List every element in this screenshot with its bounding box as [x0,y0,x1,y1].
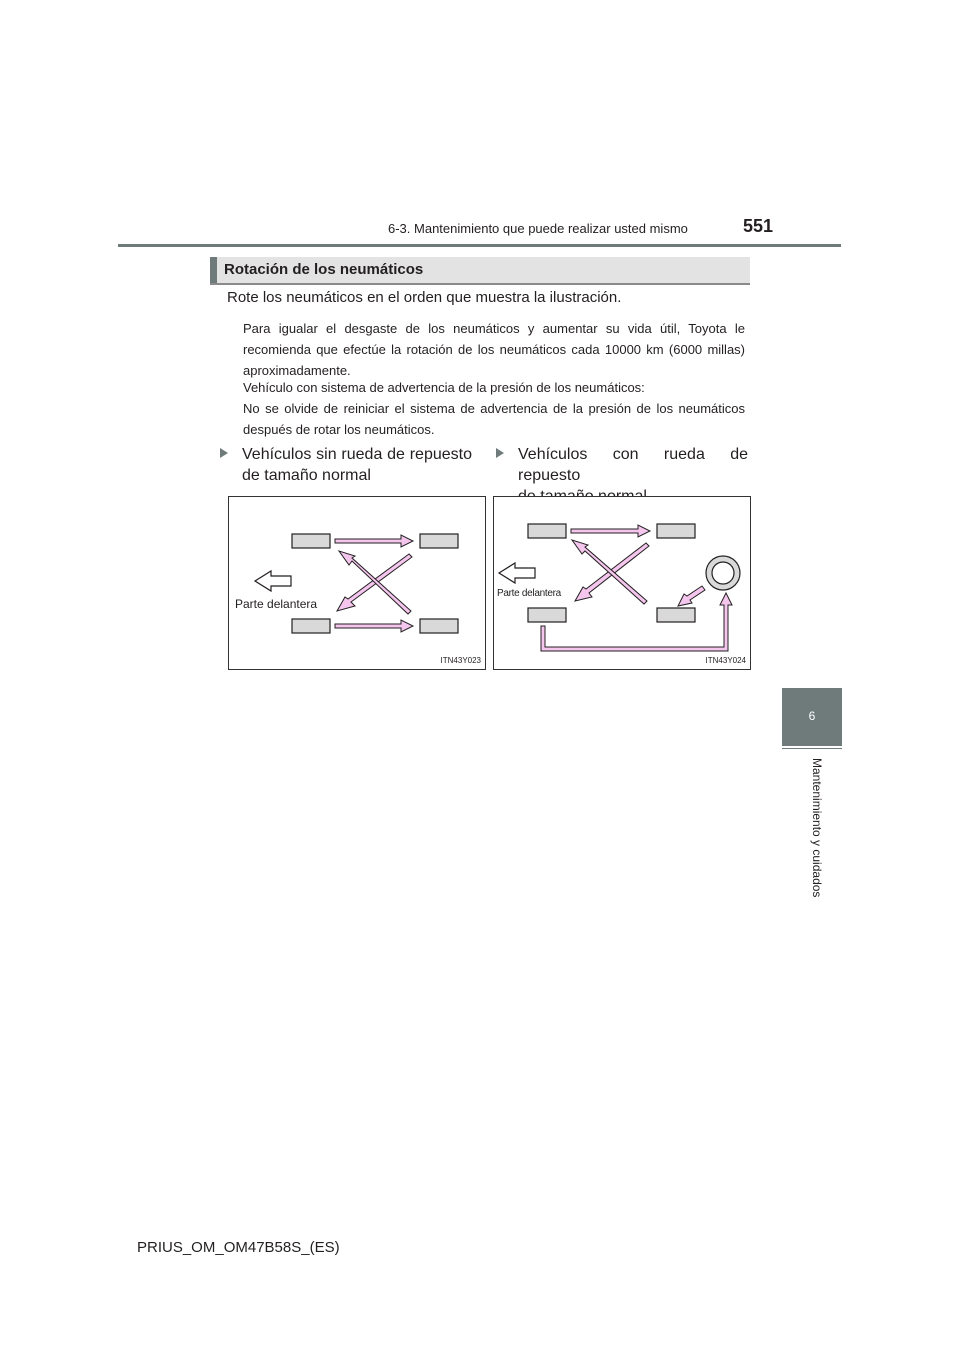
chapter-tab-label: Mantenimiento y cuidados [810,758,824,898]
chapter-tab: 6 [782,688,842,746]
figure-code: ITN43Y024 [705,656,746,665]
rotation-diagram-svg [229,497,485,669]
section-marker [210,257,217,283]
tire-rear-left [528,608,566,622]
tire-rear-right [657,608,695,622]
note-tpms [243,377,745,440]
spare-tire-rim [712,562,734,584]
section-title: Rotación de los neumáticos [224,261,424,278]
rotation-diagram-with-spare [493,496,751,670]
rotation-arrow [678,586,705,606]
figure-code: ITN43Y023 [440,656,481,665]
note-rotation-interval: Para igualar el desgaste de los neumáticos y aumentar su vida útil, Toyota le recomienda que efectúe la rotación de los neumáticos cada 10000 km (6000 millas) aproximadamente. [243,321,745,378]
rotation-diagram-no-spare [228,496,486,670]
front-direction-label: Parte delantera [235,597,318,611]
front-direction-label: Parte delantera [497,588,561,599]
triangle-bullet-icon [220,448,228,458]
rotation-arrow [571,525,650,537]
figure-heading-line1: Vehículos con rueda de repuesto [518,446,748,484]
front-direction-arrow [255,571,291,591]
tire-front-right [657,524,695,538]
page-number: 551 [743,216,774,236]
tire-rear-right [420,619,458,633]
intro-text: Rote los neumáticos en el orden que muestra la ilustración. [227,289,622,306]
rotation-arrow [335,620,413,632]
note-tpms-line1: Vehículo con sistema de advertencia de la presión de los neumáticos: [243,380,645,395]
tire-rear-left [292,619,330,633]
rotation-diagram-svg [494,497,750,669]
rotation-arrow [541,593,732,651]
section-heading-bar [210,257,750,285]
front-direction-arrow [499,563,535,583]
tire-front-left [292,534,330,548]
figure-heading-line1: Vehículos sin rueda de repuesto [242,446,472,463]
tire-front-right [420,534,458,548]
tire-front-left [528,524,566,538]
figure-heading-no-spare [220,444,472,486]
triangle-bullet-icon [496,448,504,458]
rotation-arrow [335,535,413,547]
header-section-title: 6-3. Mantenimiento que puede realizar usted mismo [388,221,688,236]
note-tpms-line2: No se olvide de reiniciar el sistema de advertencia de la presión de los neumáticos después de rotar los neumáticos. [243,401,745,437]
figure-heading-line2: de tamaño normal [242,467,371,484]
footer-doc-id: PRIUS_OM_OM47B58S_(ES) [137,1239,340,1256]
header-rule [118,244,841,247]
